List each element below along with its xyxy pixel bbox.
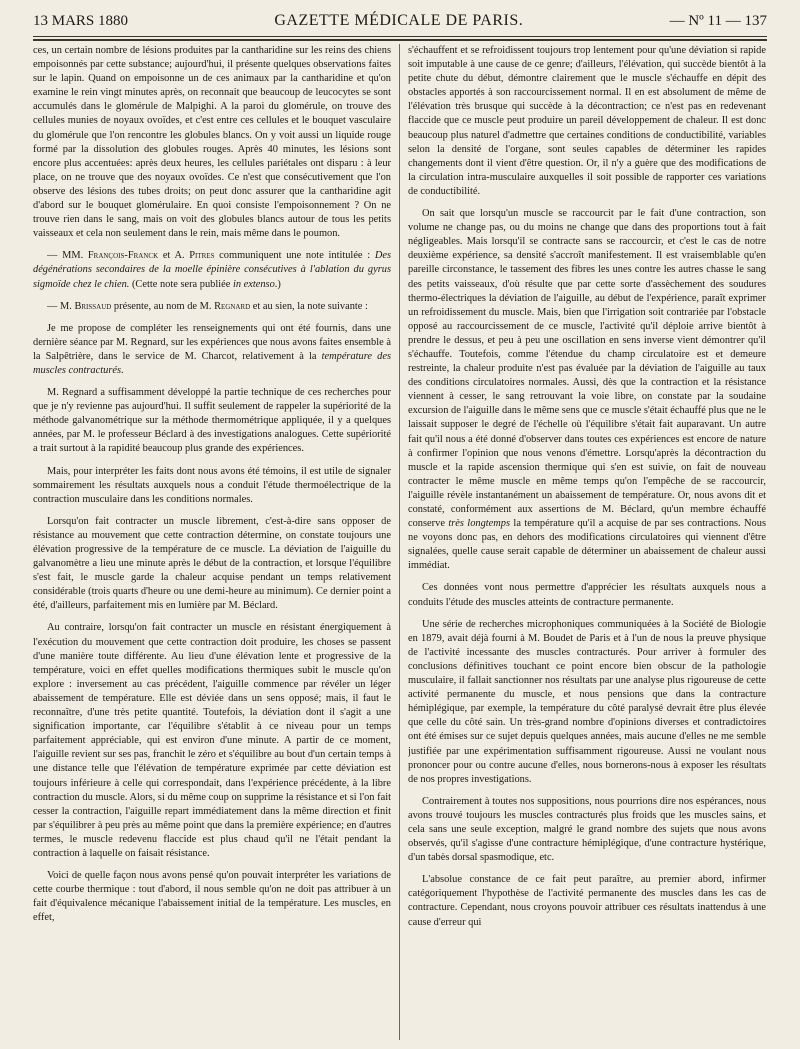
page-header xyxy=(33,12,767,36)
paragraph: M. Regnard a suffisamment développé la partie technique de ces recherches pour que je n'y revienne pas aujourd'hui. Il suffit seulement de rappeler la supériorité de la méthode galvanométrique sur la méthode thermométrique appliquée, il y a quelques années, par M. le professeur Béclard à des investigations analogues. Cette supériorité a trait surtout à la rapidité beaucoup plus grande des expériences. xyxy=(33,387,391,455)
paragraph: ces, un certain nombre de lésions produites par la cantharidine sur les reins des chiens empoisonnés par cette substance; aujourd'hui, il présente quelques observations faites sur le lapin. Quand on empoisonne un de ces animaux par la cantharidine et qu'on examine le rein vingt minutes après, on reconnait que beaucoup de leucocytes se sont accumulés dans le glomérule de Malpighi. A la paroi du glomérule, on trouve des cellules munies de noyaux ovoïdes, et c'est entre ces cellules et le bouquet vasculaire du glomérule que l'on rencontre les globules blancs. On y voit aussi un liquide rouge formé par la dissolution des globules rouges. Après 40 minutes, les lésions sont encore plus accentuées: après deux heures, les cellules pariétales ont disparu : à leur place, on ne trouve que des noyaux ovoïdes. Ce n'est que consécutivement que l'on observe des lésions des tubes droits; on peut donc assurer que la cantharidine agit d'abord sur le bouquet glomérulaire. En quoi consiste l'empoisonnement ? On ne trouve rien dans le sang, mais on voit des globules blancs autour de tous les petits vaisseaux et cela non seulement dans le rein, mais même dans le poumon. xyxy=(33,45,391,240)
paragraph: Mais, pour interpréter les faits dont nous avons été témoins, il est utile de signaler sommairement les résultats auxquels nous a conduit l'étude thermoélectrique de la contraction musculaire dans les conditions normales. xyxy=(33,465,391,505)
paragraph: Contrairement à toutes nos suppositions, nous pourrions dire nos espérances, nous avons trouvé toujours les muscles contracturés plus froids que les muscles sains, et cela sans une seule exception, malgré le grand nombre des sujets que nous avons observés, qu'il s'agisse d'une contracture hémiplégique, d'une contracture hystérique, d'un tabès dorsal spasmodique, etc. xyxy=(408,795,766,864)
paragraph: — MM. François-Franck et A. Pitres communiquent une note intitulée : Des dégénérations secondaires de la moelle épinière consécutives à l'ablation du gyrus sigmoïde chez le chien. (Cette note sera publiée in extenso.) xyxy=(33,250,391,290)
left-column xyxy=(33,44,391,1044)
issue-page-number: — Nº 11 — 137 xyxy=(669,13,767,29)
paragraph: Voici de quelle façon nous avons pensé qu'on pouvait interpréter les variations de cette courbe thermique : tout d'abord, il nous semble qu'on ne doit pas attribuer à un fait d'équivalence mécanique l'abaissement initial de la température. Les muscles, en effet, xyxy=(33,870,391,924)
paragraph: Au contraire, lorsqu'on fait contracter un muscle en résistant énergiquement à l'exécution du mouvement que cette contraction doit produire, les choses se passent d'une manière toute différente. Au lieu d'une élévation lente et progressive de la température, voici en effet quelles modifications thermiques subit le muscle qu'on explore : inversement au cas précédent, l'aiguille commence par révéler un léger abaissement de température. Elle est déviée dans un sens opposé; mais, il faut le reconnaître, d'une très petite quantité. Toutefois, la déviation dont il s'agit a une signification importante, car l'équilibre s'établit à ce niveau pour un temps parfaitement appréciable, qui est environ d'une minute. A partir de ce moment, l'aiguille revient sur ses pas, franchit le zéro et s'équilibre au bout d'un certain temps à une distance telle que l'élévation de température exprimée par cette déviation est toujours inférieure à celle qui correspondait, dans l'expérience précédente, à la libre contraction du muscle. Alors, si du même coup on supprime la résistance et si l'on fait cesser la contraction, l'aiguille repart immédiatement dans la même direction et finit par s'équilibrer à peu près au même point que dans la première expérience; en d'autres termes, le muscle redevenu flaccide est plus chaud qu'il ne l'était pendant la contraction à laquelle on faisait résistance. xyxy=(33,622,391,859)
paragraph: Ces données vont nous permettre d'apprécier les résultats auxquels nous a conduits l'étude des muscles atteints de contracture permanente. xyxy=(408,582,766,608)
paragraph: s'échauffent et se refroidissent toujours trop lentement pour qu'une déviation si rapide soit imputable à une cause de ce genre; d'ailleurs, l'élévation, qui succède bientôt à la petite chute du début, démontre clairement que le muscle s'échauffe en dépit des obstacles apportés à son raccourcissement normal. Il en est absolument de même de l'élévation très brusque qui succède à la décontraction; ce n'est pas en redevenant flaccide que ce muscle peut produire un pareil développement de chaleur. Il est donc beaucoup plus naturel d'admettre que certaines conditions de conductibilité, variables selon la densité de l'organe, sont seules capables de déterminer les rapides changements dont il vient d'être question. Or, il n'y a guère que des modifications de la circulation intra-musculaire auxquelles il soit possible de rapporter ces variations de conductibilité. xyxy=(408,45,766,197)
column-divider xyxy=(399,44,400,1040)
paragraph: — M. Brissaud présente, au nom de M. Regnard et au sien, la note suivante : xyxy=(47,300,368,312)
journal-title: GAZETTE MÉDICALE DE PARIS. xyxy=(274,12,524,29)
header-rule-thick xyxy=(33,39,767,41)
paragraph: L'absolue constance de ce fait peut paraître, au premier abord, infirmer catégoriquement l'hypothèse de l'activité permanente des muscles dans les cas de contracture. Cependant, nous croyons pouvoir attribuer ces résultats inattendus à une cause d'erreur qui xyxy=(408,874,766,928)
paragraph: On sait que lorsqu'un muscle se raccourcit par le fait d'une contraction, son volume ne change pas, ou du moins ne change que dans des proportions tout à fait négligeables. Mais lorsqu'il se contracte sans se raccourcir, et c'est le cas de notre deuxième expérience, sa densité s'accroît manifestement. Il est vraisemblable qu'en pareille circonstance, le tassement des fibres les unes contre les autres chasse le sang des petits vaisseaux, d'où résulte que par cette sorte d'assèchement des soudures thermo-électriques la déviation de l'aiguille, au début de l'expérience, paraît exprimer un refroidissement du muscle. Mais, bien que l'irrigation soit contrariée par l'obstacle opposé au raccourcissement de ce muscle, l'activité qu'il déploie arrive bientôt à prendre le dessus, et peu à peu une oscillation en sens inverse vient démontrer qu'il s'échauffe. Toutefois, comme l'étendue du champ circulatoire est et demeure restreinte, la chaleur produite n'est pas évaluée par la déviation de l'aiguille au taux des conditions circulatoires normales. Aussi, dès que la contraction et la résistance viennent à cesser, le sang retrouvant la voie libre, on constate par la soudaine excursion de l'aiguille dans le même sens que ce muscle s'était échauffé plus que ne le laissait supposer le degré de l'échelle où l'équilibre s'était fait auparavant. Un autre fait qu'il nous a été donné d'observer dans toutes ces expériences est encore de nature à confirmer l'opinion que nous venons d'émettre. Lorsqu'après la décontraction du muscle et la rapide ascension thermique qui s'en est suivie, on fait de nouveau contracter le même muscle en même temps qu'on l'empêche de se raccourcir, l'aiguille révèle instantanément un abaissement de température. Or, nous avons dit et constaté, conformément aux assertions de M. Béclard, qu'un membre échauffé conserve très longtemps la température qu'il a acquise de par ses contractions. Nous ne voyons donc pas, en dehors des modifications circulatoires qui viennent d'être signalées, quelle cause serait capable de déterminer un abaissement de chaleur aussi immédiat. xyxy=(408,208,766,572)
paragraph: Lorsqu'on fait contracter un muscle librement, c'est-à-dire sans opposer de résistance au mouvement que cette contraction détermine, on constate toujours une élévation progressive de la température de ce muscle. La déviation de l'aiguille du galvanomètre a lieu une minute après le début de la contraction, et lorsque l'équilibre s'est fait, le muscle garde la chaleur acquise pendant un temps relativement considérable (trois quarts d'heure ou une demi-heure au minimum). Ce dernier point a été, d'ailleurs, parfaitement mis en lumière par M. Béclard. xyxy=(33,515,391,612)
right-column xyxy=(408,44,766,1044)
header-date: 13 MARS 1880 xyxy=(33,13,129,29)
header-rule xyxy=(33,36,767,37)
paragraph: Une série de recherches microphoniques communiquées à la Société de Biologie en 1879, avait déjà fourni à M. Boudet de Paris et à l'un de nous la preuve physique de l'activité incessante des muscles contracturés. Pour arriver à formuler des conclusions définitives touchant ce point encore bien obscur de la pathologie musculaire, il fallait sanctionner nos résultats par une analyse plus rigoureuse de cette activité permanente du muscle, et nous pensions que dans la contracture hémiplégique, par exemple, la température du côté paralysé devrait être plus élevée que celle du côté sain. Un très-grand nombre d'opinions diverses et contradictoires ont été émises sur ce sujet depuis quelques années, mais aucune d'elles ne me semble justifiée par une expérimentation suffisamment rigoureuse. Aussi ne voulant nous prononcer pour ou contre aucune d'elles, nous bornerons-nous à exposer les résultats de nos propres investigations. xyxy=(408,618,766,785)
paragraph: Je me propose de compléter les renseignements qui ont été fournis, dans une dernière séance par M. Regnard, sur les expériences que nous avons faites ensemble à la Salpêtrière, dans le service de M. Charcot, relativement à la température des muscles contracturés. xyxy=(33,322,391,376)
